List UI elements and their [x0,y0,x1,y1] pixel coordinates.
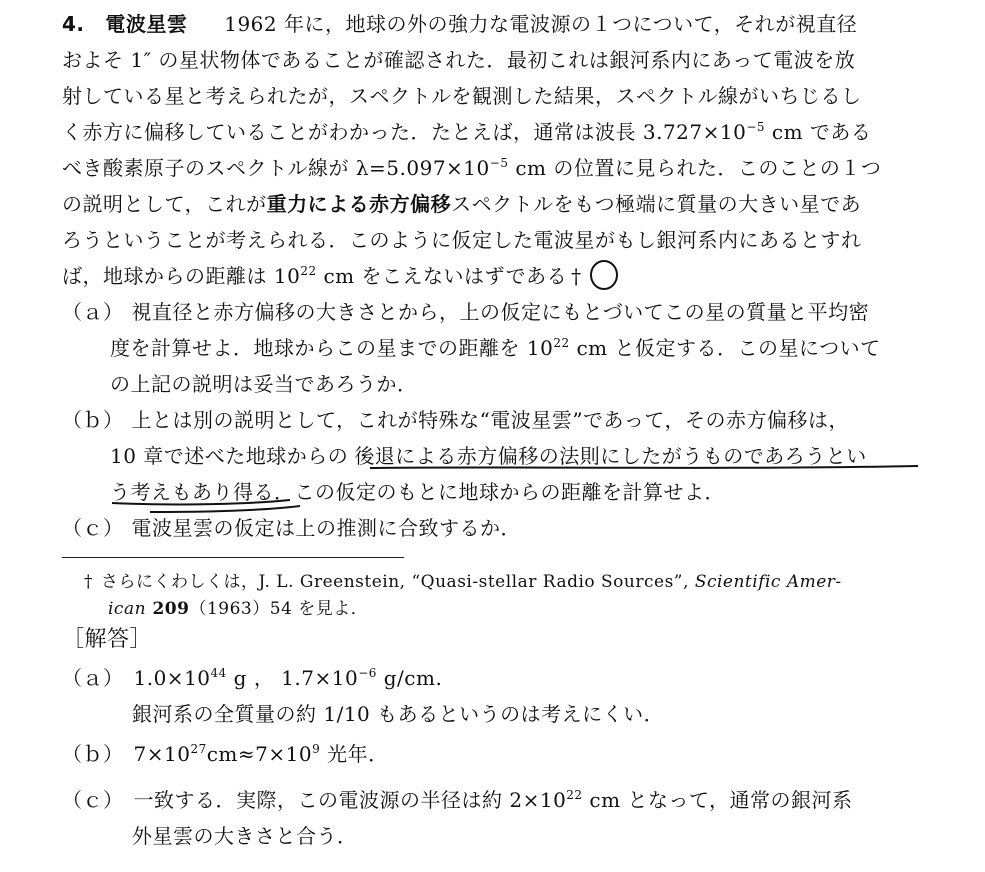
text: の説明として，これが [62,192,267,216]
text: 度を計算せよ．地球からこの星までの距離を 10 [110,336,554,360]
text: 1.0×10 [133,666,211,690]
problem-text: 1962 年に，地球の外の強力な電波源の１つについて，それが視直径 [224,12,858,36]
text: cm をこえないはずである [316,264,568,288]
footnote-dagger: † [84,572,93,592]
text: ．この仮定のもとに地球からの距離を計算せよ． [274,480,725,504]
problem-line-2: およそ 1″ の星状物体であることが確認された．最初これは銀河系内にあって電波を放 [62,48,856,72]
footnote-divider [62,557,404,558]
text: べき酸素原子のスペクトル線が λ=5.097×10 [62,156,490,180]
part-c-label: （ｃ） [62,516,124,540]
text: g/cm. [376,666,443,690]
exponent: −6 [358,666,377,680]
exponent: −5 [489,156,509,170]
emphasis-term: 重力による赤方偏移 [266,192,452,216]
answer-b-label: （ｂ） [62,742,124,766]
text: ican [108,599,147,619]
answer-heading: ［解答］ [62,627,153,652]
answer-a-line-2: 銀河系の全質量の約 1/10 もあるというのは考えにくい． [132,702,665,726]
exponent: 27 [190,742,207,756]
footnote-line-1 [84,570,842,594]
text: cm の位置に見られた．このことの１つ [508,156,882,180]
answer-a-line-1 [62,666,442,690]
part-b-line-2 [110,444,867,468]
text: g ， 1.7×10 [226,666,359,690]
answer-c-line-1 [62,788,853,812]
part-a-label: （ａ） [62,300,124,324]
part-c-line-1 [62,516,521,540]
exponent: 22 [553,336,570,350]
problem-title: 電波星雲 [105,12,188,36]
part-b-line-3 [110,480,725,504]
exponent: −5 [746,120,766,134]
text: cm と仮定する．この星について [569,336,881,360]
text: cm となって，通常の銀河系 [582,788,853,812]
text: 7×10 [133,742,191,766]
text: cm である [765,120,872,144]
text: Scientific Amer- [694,572,842,592]
part-b-label: （ｂ） [62,408,124,432]
answer-c-line-2: 外星雲の大きさと合う． [132,824,358,848]
text: cm≈7×10 [206,742,313,766]
part-a-line-1 [62,300,869,324]
underlined-text: 後退による赤方偏移の法則にしたがうものであろうとい [354,444,867,468]
text: 視直径と赤方偏移の大きさとから，上の仮定にもとづいてこの星の質量と平均密 [131,300,870,324]
exponent: 22 [300,264,317,278]
problem-line-7: ろうということが考えられる．このように仮定した電波星がもし銀河系内にあるとすれ [62,228,862,252]
dagger-mark: † [571,264,582,288]
part-a-line-2 [110,336,881,360]
text: 光年． [320,742,389,766]
part-b-line-1 [62,408,849,432]
answer-a-label: （ａ） [62,666,124,690]
problem-line-5 [62,156,881,180]
answer-c-label: （ｃ） [62,788,124,812]
problem-line-4 [62,120,871,144]
exponent: 44 [210,666,227,680]
text: さらにくわしくは，J. L. Greenstein, “Quasi-stellar Radio Sources”, [101,572,695,592]
problem-line-3: 射している星と考えられたが，スペクトルを観測した結果，スペクトル線がいちじるし [62,84,862,108]
underlined-text: う考えもあり得る [110,480,274,504]
footnote-line-2 [108,597,368,621]
exponent: 9 [312,742,321,756]
exponent: 22 [566,788,583,802]
text: 上とは別の説明として，これが特殊な“電波星雲”であって，その赤方偏移は， [131,408,849,432]
part-a-line-3: の上記の説明は妥当であろうか． [110,372,418,396]
text: （1963）54 を見よ． [189,599,369,619]
handwritten-circle [591,261,617,289]
problem-line-8 [62,264,582,288]
text: スペクトルをもつ極端に質量の大きい星であ [451,192,862,216]
problem-line-6 [62,192,861,216]
problem-number: 4. [62,12,85,36]
text: 電波星雲の仮定は上の推測に合致するか． [131,516,521,540]
text: く赤方に偏移していることがわかった．たとえば，通常は波長 3.727×10 [62,120,747,144]
text: 一致する．実際，この電波源の半径は約 2×10 [133,788,567,812]
problem-line-1 [62,12,857,36]
text: ば，地球からの距離は 10 [62,264,301,288]
answer-b-line-1 [62,742,389,766]
text: 10 章で述べた地球からの [110,444,349,468]
text: 209 [146,599,190,619]
